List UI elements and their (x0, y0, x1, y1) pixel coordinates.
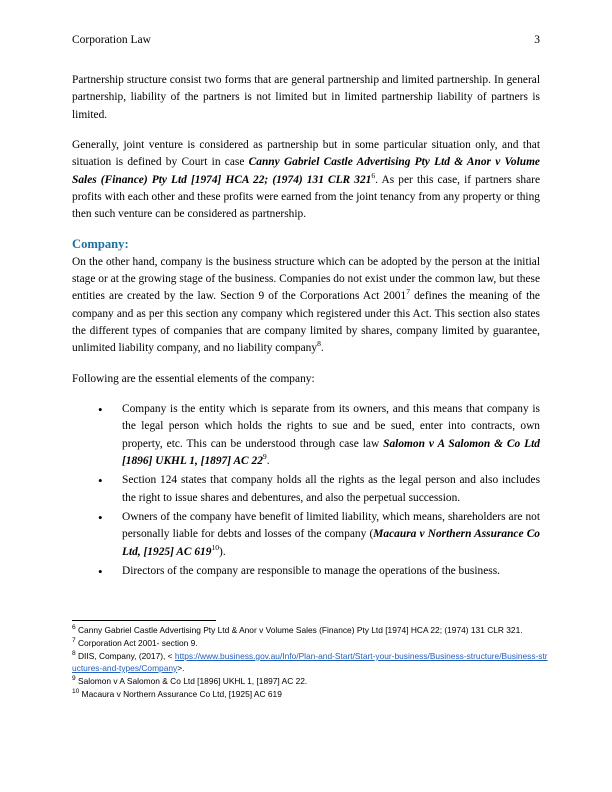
footnote-6 (72, 625, 552, 637)
footnote-text: Macaura v Northern Assurance Co Ltd, [1925] AC 619 (81, 688, 282, 699)
paragraph-company-part-b: defines the meaning of the company and as per this section any company which registered under this Act. This section also states the different types of companies that are company limited by shares, company limited by guarantee, unlimited liability company, and no liability company (72, 290, 540, 355)
header-document-title: Corporation Law (72, 34, 151, 46)
footnote-text: Corporation Act 2001- section 9. (78, 637, 198, 648)
case-citation-salomon: Salomon v A Salomon & Co Ltd [1896] UKHL 1, [1897] AC 22 (122, 437, 540, 467)
list-item-text-a: Owners of the company have benefit of limited liability, which means, shareholders are not personally liable for debts and losses of the company ( (122, 510, 540, 541)
paragraph-joint-venture-tail: . As per this case, if partners share profits with each other and these profits were earned from the joint tenancy from any property or thing then such venture can be considered as partnership. (72, 173, 541, 221)
footnote-text: Salomon v A Salomon & Co Ltd [1896] UKHL 1, [1897] AC 22. (78, 675, 308, 686)
paragraph-joint-venture-lead: Generally, joint venture is considered as partnership but in some particular situation only, and that situation is defined by Court in case (72, 138, 540, 169)
footnote-link-business-gov-au[interactable]: https://www.business.gov.au/Info/Plan-and-Start/Start-your-business/Business-structure/Business-structures-and-types/Company (72, 650, 548, 673)
paragraph-company (72, 254, 540, 358)
page-header (72, 34, 540, 46)
footnote-text-tail: >. (177, 662, 185, 673)
list-item (98, 509, 540, 561)
footnote-number: 7 (72, 637, 76, 645)
footnote-text: Canny Gabriel Castle Advertising Pty Ltd & Anor v Volume Sales (Finance) Pty Ltd [1974] HCA 22; (1974) 131 CLR 321. (78, 625, 523, 635)
list-item-text-a: Section 124 states that company holds all the rights as the legal person and also includes the right to issue shares and debentures, and also the perpetual succession. (122, 474, 540, 504)
list-item-text-b: . (266, 454, 270, 467)
footnote-9 (72, 676, 552, 688)
footnote-ref-10: 10 (211, 542, 220, 552)
paragraph-joint-venture (72, 137, 540, 224)
header-page-number: 3 (534, 34, 540, 46)
list-item (98, 563, 540, 580)
list-item (98, 401, 540, 470)
footnote-number: 8 (72, 650, 76, 658)
footnote-separator (72, 620, 216, 621)
list-item-text-b: ). (219, 545, 226, 558)
footnote-number: 9 (72, 674, 76, 682)
case-citation-canny-gabriel: Canny Gabriel Castle Advertising Pty Ltd & Anor v Volume Sales (Finance) Pty Ltd [1974] HCA 22; (1974) 131 CLR 321 (72, 156, 540, 186)
footnote-text: DIIS, Company, (2017), < (78, 650, 175, 661)
footnote-ref-9: 9 (262, 452, 267, 462)
footnote-number: 10 (72, 687, 80, 695)
list-item-text-a: Company is the entity which is separate from its owners, and this means that company is the legal person which holds the rights to sue and be sued, enter into contracts, own property, etc. This can be understood through case law (122, 402, 540, 450)
list-item (98, 472, 540, 507)
footnote-7 (72, 638, 552, 650)
footnote-number: 6 (72, 624, 76, 632)
section-heading-company: Company: (72, 236, 129, 251)
case-citation-macaura: Macaura v Northern Assurance Co Ltd, [1925] AC 619 (122, 528, 540, 558)
footnote-8 (72, 651, 552, 675)
footnote-10 (72, 689, 552, 701)
footnote-ref-7: 7 (406, 287, 410, 297)
company-elements-list (72, 401, 540, 580)
paragraph-elements-intro: Following are the essential elements of the company: (72, 372, 315, 385)
paragraph-partnership: Partnership structure consist two forms that are general partnership and limited partnership. In general partnership, liability of the partners is not limited but in limited partnership liability of partners is limited. (72, 74, 540, 121)
footnote-ref-8: 8 (317, 339, 321, 349)
footnotes-section (72, 620, 552, 702)
paragraph-company-part-a: On the other hand, company is the business structure which can be adopted by the person at the initial stage or at the growing stage of the business. Companies do not exist under the common law, but these entities are created by the law. Section 9 of the Corporations Act 2001 (72, 255, 540, 303)
paragraph-company-part-c: . (320, 342, 324, 355)
footnote-ref-6: 6 (371, 170, 376, 180)
list-item-text-a: Directors of the company are responsible to manage the operations of the business. (122, 564, 500, 577)
